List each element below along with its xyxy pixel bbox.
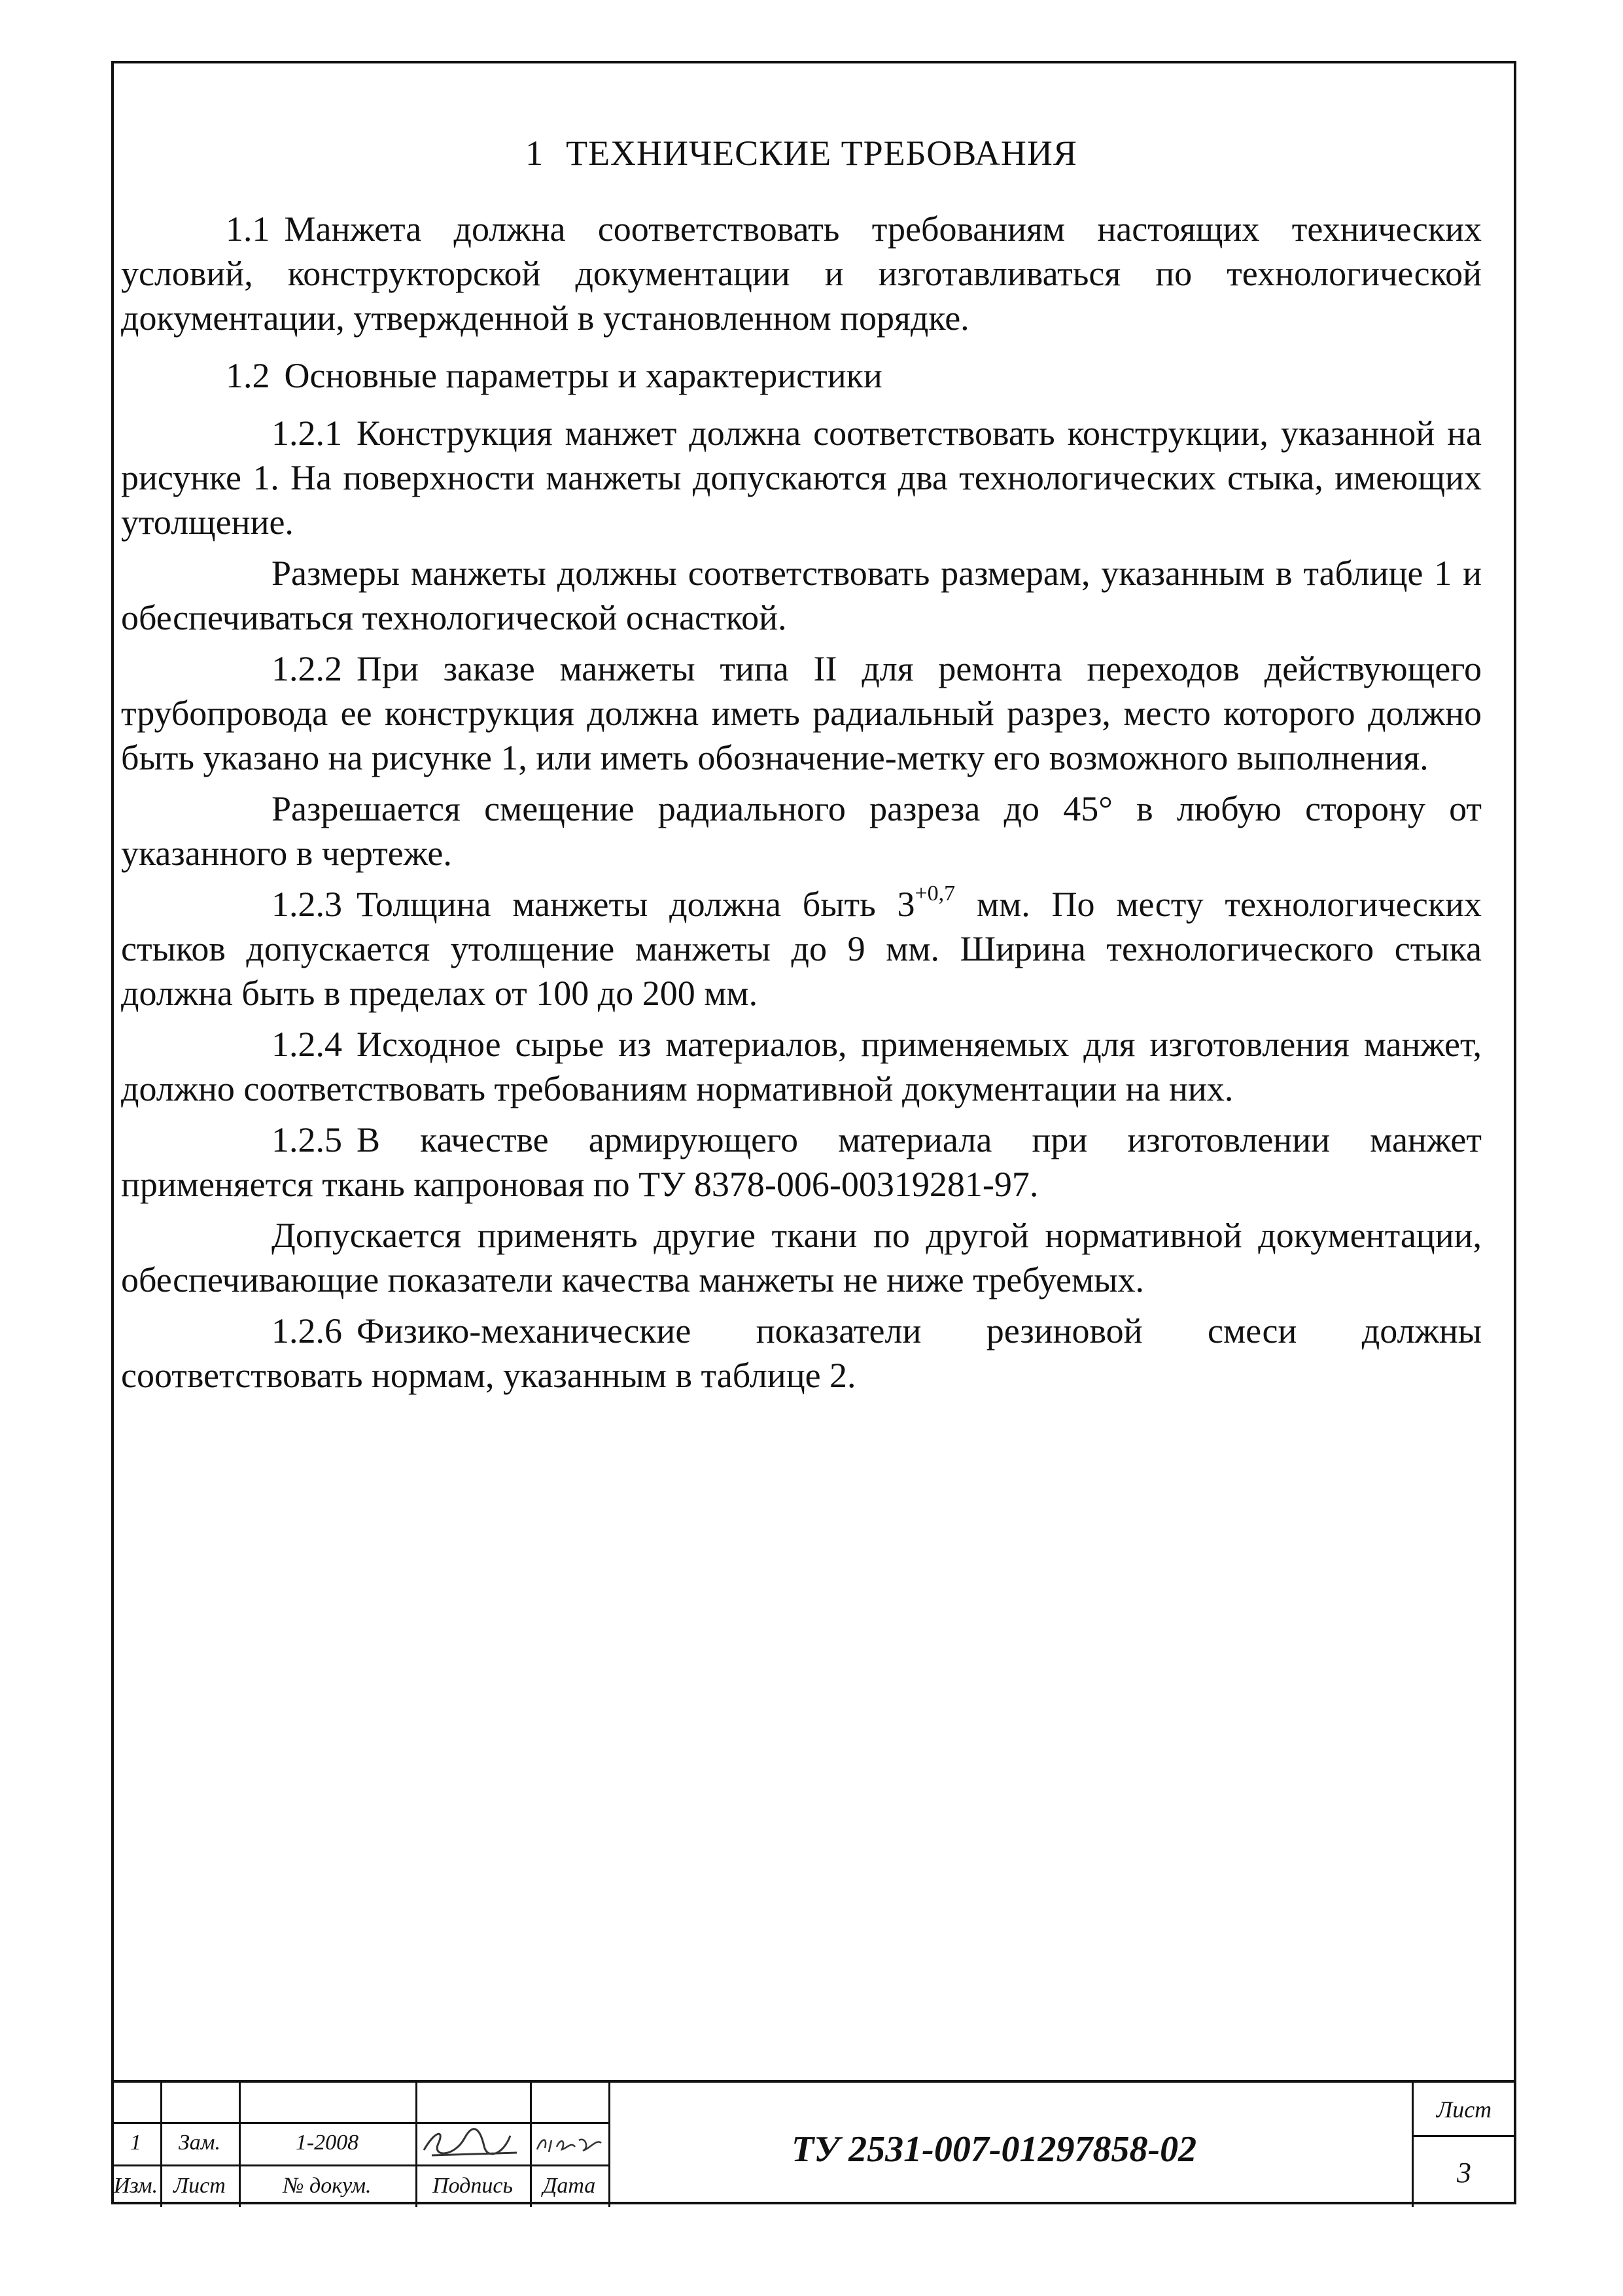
paragraph-1-2-5 [121, 1118, 1482, 1207]
paragraph-1-2-3 [121, 882, 1482, 1016]
label-date: Дата [542, 2174, 596, 2198]
section-heading [121, 131, 1482, 175]
paragraph-text: Размеры манжеты должны соответствовать размерам, указанным в таблице 1 и обеспечиваться технологической оснасткой. [121, 554, 1482, 637]
paragraph-number: 1.2.2 [271, 649, 342, 688]
label-list: Лист [173, 2174, 226, 2198]
signature [419, 2124, 527, 2162]
paragraph-1-2-5-continued [121, 1213, 1482, 1302]
paragraph-text: Допускается применять другие ткани по другой нормативной документации, обеспечивающие показатели качества манжеты не ниже требуемых. [121, 1216, 1482, 1299]
paragraph-1-2-2-continued [121, 786, 1482, 875]
sheet-number: 3 [1457, 2157, 1471, 2189]
paragraph-number: 1.2.5 [271, 1120, 342, 1159]
paragraph-text: Манжета должна соответствовать требованиям настоящих технических условий, конструкторской документации и изготавливаться по технологической документации, утвержденной в установленном порядке. [121, 209, 1482, 338]
paragraph-text: При заказе манжеты типа II для ремонта переходов действующего трубопровода ее конструкция должна иметь радиальный разрез, место которого должно быть указано на рисунке 1, или иметь обозначение-метку его возможного выполнения. [121, 649, 1482, 777]
stamp-divider [608, 2083, 610, 2207]
paragraph-number: 1.2.3 [271, 885, 342, 924]
paragraph-text: Конструкция манжет должна соответствовать конструкции, указанной на рисунке 1. На поверхности манжеты допускаются два технологических стыка, имеющих утолщение. [121, 414, 1482, 542]
label-izm: Изм. [113, 2174, 158, 2198]
paragraph-text: Физико-механические показатели резиновой смеси должны соответствовать нормам, указанным в таблице 2. [121, 1311, 1482, 1395]
paragraph-1-2-2 [121, 646, 1482, 780]
paragraph-text: мм. По месту технологических стыков допускается утолщение манжеты до 9 мм. Ширина технологического стыка должна быть в пределах от 100 до 200 мм. [121, 885, 1482, 1013]
paragraph-number: 1.1 [226, 209, 270, 249]
stamp-row-line [111, 2122, 608, 2124]
paragraph-number: 1.2.4 [271, 1025, 342, 1064]
paragraph-number: 1.2 [226, 356, 270, 395]
label-doc-number: № докум. [283, 2174, 372, 2198]
title-block [111, 2080, 1516, 2207]
paragraph-text: В качестве армирующего материала при изготовлении манжет применяется ткань капроновая по ТУ 8378-006-00319281-97. [121, 1120, 1482, 1204]
change-number: 1 [130, 2130, 141, 2155]
paragraph-number: 1.2.1 [271, 414, 342, 453]
stamp-row-line [111, 2164, 608, 2166]
label-signature: Подпись [432, 2174, 513, 2198]
paragraph-1-2-1 [121, 411, 1482, 544]
sheet-label: Лист [1436, 2096, 1492, 2123]
paragraph-text: Основные параметры и характеристики [284, 356, 882, 395]
paragraph-1-2 [121, 353, 1482, 398]
change-doc-number: 1-2008 [295, 2130, 359, 2155]
document-designation: ТУ 2531-007-01297858-02 [792, 2129, 1197, 2170]
paragraph-1-2-6 [121, 1309, 1482, 1398]
handwritten-date [533, 2128, 606, 2160]
paragraph-text: Разрешается смещение радиального разреза до 45° в любую сторону от указанного в чертеже. [121, 789, 1482, 873]
section-number: 1 [525, 133, 544, 173]
paragraph-text: Толщина манжеты должна быть 3 [357, 885, 915, 924]
paragraph-1-2-1-continued [121, 551, 1482, 640]
document-body [121, 131, 1482, 1404]
paragraph-text: Исходное сырье из материалов, применяемых для изготовления манжет, должно соответствовать требованиям нормативной документации на них. [121, 1025, 1482, 1108]
section-title: ТЕХНИЧЕСКИЕ ТРЕБОВАНИЯ [566, 133, 1077, 173]
tolerance-superscript: +0,7 [915, 881, 956, 906]
paragraph-1-1 [121, 207, 1482, 340]
paragraph-1-2-4 [121, 1022, 1482, 1111]
paragraph-number: 1.2.6 [271, 1311, 342, 1351]
change-type: Зам. [178, 2130, 221, 2155]
